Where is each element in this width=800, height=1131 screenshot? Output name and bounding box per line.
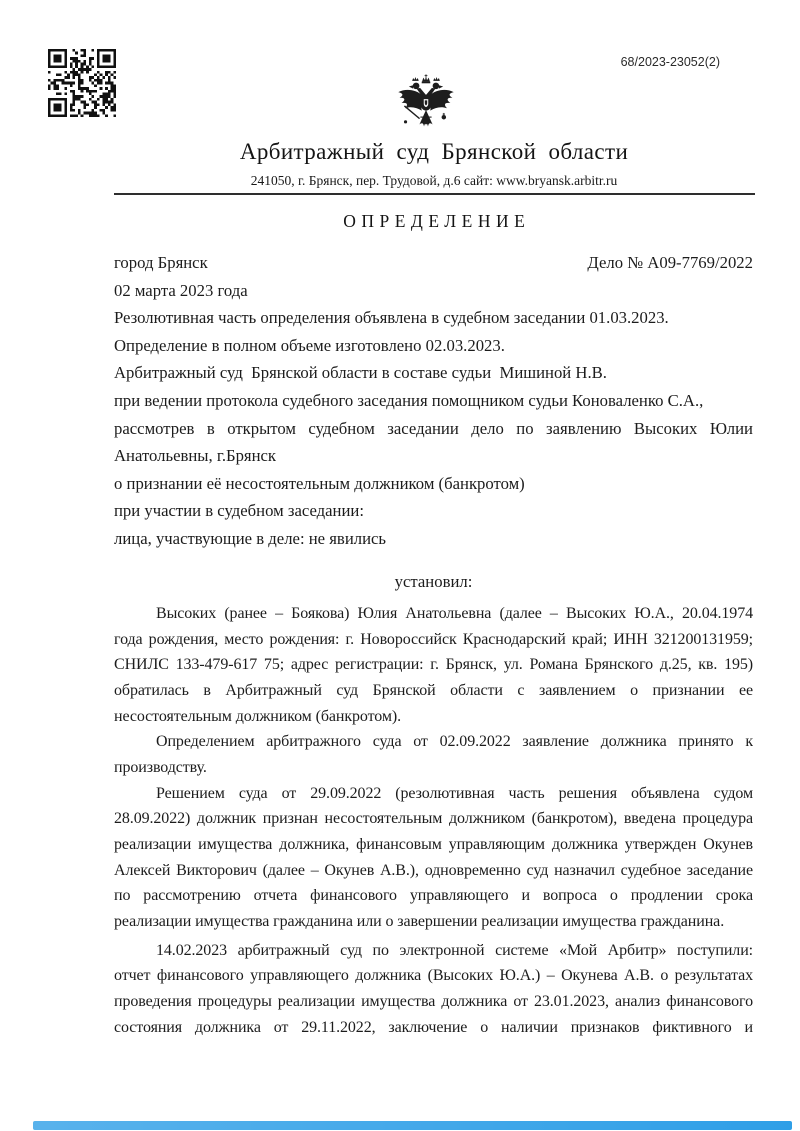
text-line: состояния должника от 29.11.2022, заключение о наличии признаков фиктивного и xyxy=(114,1018,753,1036)
text-line: отчет финансового управляющего должника (Высоких Ю.А.) – Окунева А.В. о результатах xyxy=(114,967,753,985)
text-line: при участии в судебном заседании: xyxy=(114,501,364,521)
text-line: реализации имущества должника, финансовым управляющим должника утвержден Окунев xyxy=(114,835,753,853)
text-line: Определение в полном объеме изготовлено 02.03.2023. xyxy=(114,335,505,355)
document-title: ОПРЕДЕЛЕНИЕ xyxy=(343,211,531,231)
text-line: производству. xyxy=(114,758,207,776)
text-line: Анатольевны, г.Брянск xyxy=(114,446,277,466)
text-line: по рассмотрению отчета финансового управляющего и вопроса о продлении срока xyxy=(114,887,753,905)
ustanovil-heading: установил: xyxy=(394,572,473,591)
text-line: Определением арбитражного суда от 02.09.2022 заявление должника принято к xyxy=(156,733,753,751)
text-line: 02 марта 2023 года xyxy=(114,280,248,300)
document-number: 68/2023-23052(2) xyxy=(620,55,720,69)
coat-of-arms-icon xyxy=(393,74,459,138)
qr-code xyxy=(48,49,116,117)
text-line: о признании её несостоятельным должником (банкротом) xyxy=(114,473,525,493)
text-line: 14.02.2023 арбитражный суд по электронной системе «Мой Арбитр» поступили: xyxy=(156,941,753,959)
document-body xyxy=(114,601,753,1040)
text-line: года рождения, место рождения: г. Новороссийск Краснодарский край; ИНН 321200131959; xyxy=(114,630,753,648)
applicant-paragraph xyxy=(114,415,753,470)
case-row xyxy=(114,249,753,277)
body-paragraph xyxy=(114,781,753,935)
text-line: СНИЛС 133-479-617 75; адрес регистрации: г. Брянск, ул. Романа Брянского д.25, кв. 195) xyxy=(114,656,753,674)
court-name: Арбитражный суд Брянской области xyxy=(239,139,629,164)
tail-lines xyxy=(114,470,753,553)
meta-lines xyxy=(114,277,753,415)
text-line: 28.09.2022) должник признан несостоятельным должником (банкротом), введена процедура xyxy=(114,810,753,828)
text-line: Арбитражный суд Брянской области в составе судьи Мишиной Н.В. xyxy=(114,363,607,383)
court-address: 241050, г. Брянск, пер. Трудовой, д.6 сайт: www.bryansk.arbitr.ru xyxy=(250,173,618,188)
text-line: несостоятельным должником (банкротом). xyxy=(114,707,402,725)
text-line: реализации имущества гражданина или о завершении реализации имущества гражданина. xyxy=(114,912,725,930)
text-line: Резолютивная часть определения объявлена в судебном заседании 01.03.2023. xyxy=(114,308,669,328)
text-line: проведения процедуры реализации имущества должника от 23.01.2023, анализ финансового xyxy=(114,992,753,1010)
text-line: Алексей Викторович (далее – Окунев А.В.), одновременно суд назначил судебное заседание xyxy=(114,861,753,879)
case-number: Дело № А09-7769/2022 xyxy=(587,253,753,272)
body-paragraph xyxy=(114,938,753,1041)
text-line: при ведении протокола судебного заседания помощником судьи Коноваленко С.А., xyxy=(114,390,704,410)
header-divider xyxy=(114,193,755,195)
text-line: Решением суда от 29.09.2022 (резолютивная часть решения объявлена судом xyxy=(156,784,753,802)
text-line: лица, участвующие в деле: не явились xyxy=(114,528,387,548)
document-intro xyxy=(114,249,753,553)
body-paragraph xyxy=(114,729,753,780)
text-line: обратилась в Арбитражный суд Брянской области с заявлением о признании ее xyxy=(114,681,753,699)
body-paragraph xyxy=(114,601,753,729)
bottom-scrollbar[interactable] xyxy=(33,1121,792,1130)
place-label: город Брянск xyxy=(114,253,208,272)
text-line: рассмотрев в открытом судебном заседании дело по заявлению Высоких Юлии xyxy=(114,418,753,438)
text-line: Высоких (ранее – Боякова) Юлия Анатольевна (далее – Высоких Ю.А., 20.04.1974 xyxy=(156,605,753,622)
